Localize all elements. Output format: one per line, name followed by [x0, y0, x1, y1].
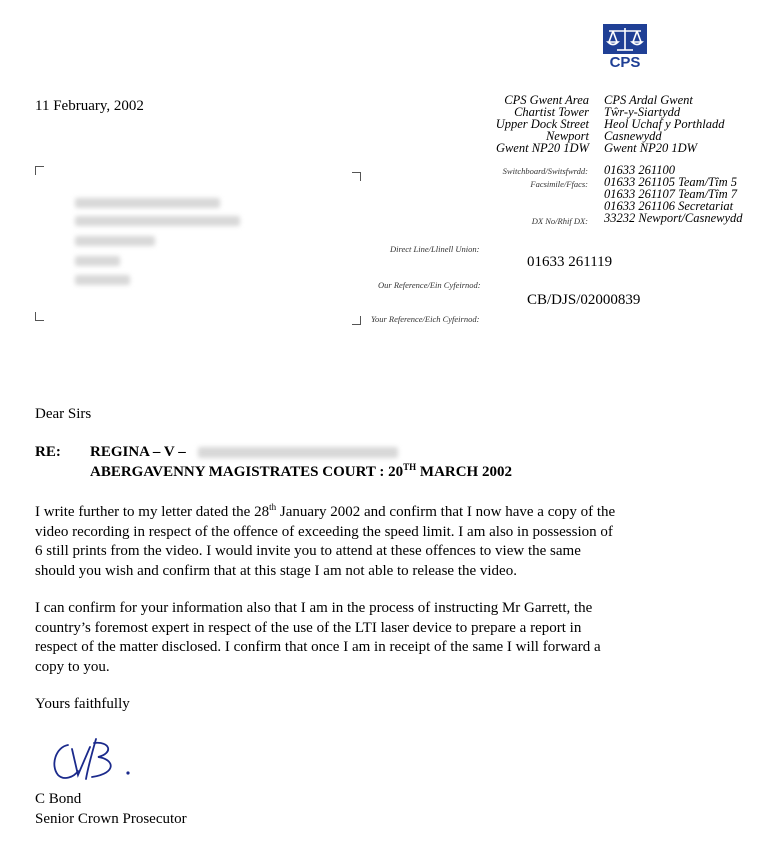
- paragraph-line: I write further to my letter dated the 28th January 2002 and confirm that I now have a copy of the: [35, 502, 616, 520]
- our-reference-label: Our Reference/Ein Cyfeirnod:: [378, 280, 481, 290]
- paragraph-2: [35, 599, 601, 677]
- address-line: CPS Gwent Area: [504, 93, 589, 107]
- address-line: Heol Uchaf y Porthladd: [604, 117, 725, 131]
- address-line: Gwent NP20 1DW: [604, 141, 698, 155]
- signatory-title: Senior Crown Prosecutor: [35, 811, 187, 827]
- facsimile-label: Facsimile/Ffacs:: [530, 179, 588, 189]
- address-line: Casnewydd: [604, 129, 662, 143]
- contact-line: 01633 261100: [604, 163, 675, 177]
- address-line: Newport: [545, 129, 589, 143]
- contact-line: 01633 261105 Team/Tîm 5: [604, 175, 738, 189]
- address-welsh: [604, 94, 724, 154]
- paragraph-line: video recording in respect of the offence of exceeding the speed limit. I am also in possession of: [35, 523, 613, 540]
- switchboard-label: Switchboard/Switsfwrdd:: [502, 166, 588, 176]
- redacted-recipient-line: [75, 198, 220, 208]
- redacted-defendant-name: [198, 447, 398, 458]
- paragraph-line: I can confirm for your information also that I am in the process of instructing Mr Garrett, the: [35, 600, 593, 616]
- paragraph-line: copy to you.: [35, 658, 110, 675]
- redacted-recipient-line: [75, 275, 130, 285]
- contact-numbers: [604, 164, 743, 224]
- our-reference-value: CB/DJS/02000839: [527, 292, 641, 308]
- paragraph-line: country’s foremost expert in respect of the use of the LTI laser device to prepare a report in: [35, 619, 582, 636]
- your-reference-label: Your Reference/Eich Cyfeirnod:: [371, 314, 480, 324]
- direct-line-label: Direct Line/Llinell Union:: [390, 244, 480, 254]
- paragraph-1: [35, 503, 615, 581]
- address-line: Tŵr-y-Siartydd: [604, 105, 681, 119]
- paragraph-line: respect of the matter disclosed. I confirm that once I am in receipt of the same I will forward a: [35, 639, 601, 655]
- handwritten-signature: [48, 735, 138, 785]
- contact-line: 01633 261107 Team/Tîm 7: [604, 187, 738, 201]
- re-label: RE:: [35, 444, 61, 460]
- redacted-recipient-line: [75, 256, 120, 266]
- salutation: Dear Sirs: [35, 406, 92, 422]
- window-corner-mark: [352, 316, 361, 325]
- contact-line: 01633 261106 Secretariat: [604, 199, 734, 213]
- window-corner-mark: [352, 172, 361, 181]
- re-line-1: [90, 444, 186, 461]
- signatory-name: C Bond: [35, 791, 82, 807]
- dx-label: DX No/Rhif DX:: [531, 216, 588, 226]
- redacted-recipient-line: [75, 236, 155, 246]
- closing: Yours faithfully: [35, 696, 130, 712]
- re-line-1-text: REGINA – V –: [90, 444, 186, 460]
- window-corner-mark: [35, 312, 44, 321]
- cps-logo: [603, 24, 647, 70]
- re-line-2: ABERGAVENNY MAGISTRATES COURT : 20TH MARCH 2002: [90, 462, 512, 480]
- window-corner-mark: [35, 166, 44, 175]
- address-line: CPS Ardal Gwent: [604, 93, 693, 107]
- contact-line: 33232 Newport/Casnewydd: [604, 211, 743, 225]
- direct-line-value: 01633 261119: [527, 254, 613, 270]
- letter-date: 11 February, 2002: [35, 98, 144, 114]
- paragraph-line: 6 still prints from the video. I would invite you to attend at these offences to view the same: [35, 543, 581, 559]
- redacted-recipient-line: [75, 216, 240, 226]
- scales-of-justice-icon: [603, 24, 647, 54]
- address-line: Gwent NP20 1DW: [495, 141, 589, 155]
- paragraph-line: should you wish and confirm that at this stage I am not able to release the video.: [35, 562, 517, 579]
- address-english: [475, 94, 589, 154]
- address-line: Upper Dock Street: [495, 117, 589, 131]
- logo-text: CPS: [609, 54, 641, 71]
- address-line: Chartist Tower: [514, 105, 589, 119]
